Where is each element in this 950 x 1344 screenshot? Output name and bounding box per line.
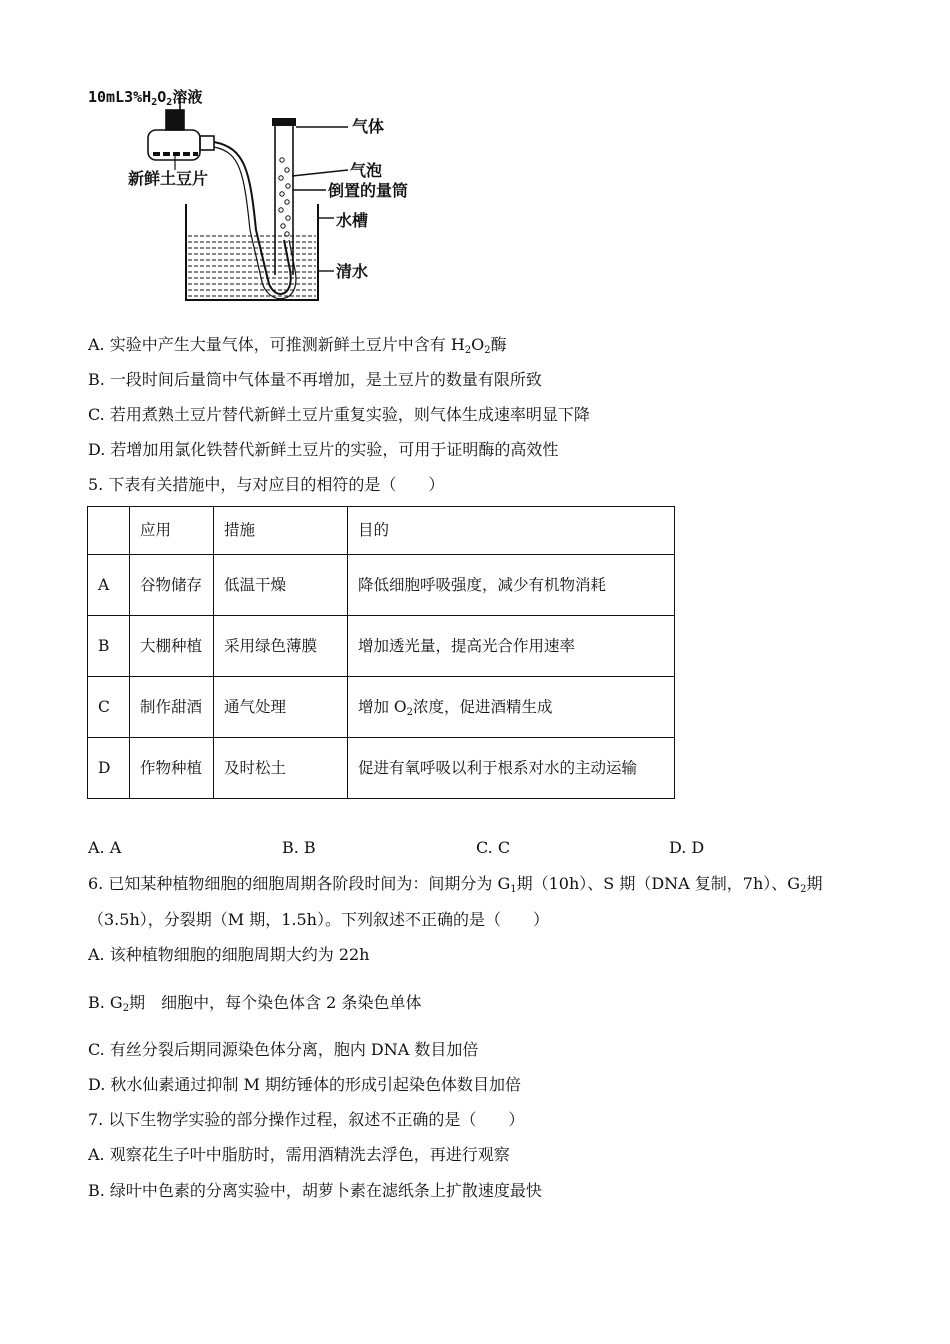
table-row (88, 555, 675, 616)
row-id: B (88, 616, 130, 677)
trough-label: 水槽 (336, 211, 369, 230)
q4-option-a: A. 实验中产生大量气体，可推测新鲜土豆片中含有 $H_2O_2$酶 (88, 335, 507, 356)
row-app: 作物种植 (130, 738, 214, 799)
row-measure: 通气处理 (214, 677, 348, 738)
table-header-row (88, 507, 675, 555)
cylinder-label: 倒置的量筒 (328, 181, 409, 200)
row-measure: 及时松土 (214, 738, 348, 799)
q5-stem: 5. 下表有关措施中，与对应目的相符的是（ ） (88, 475, 445, 494)
row-id: C (88, 677, 130, 738)
q6-option-a: A. 该种植物细胞的细胞周期大约为 22h (88, 945, 370, 964)
q6-option-d: D. 秋水仙素通过抑制 M 期纺锤体的形成引起染色体数目加倍 (88, 1075, 521, 1094)
row-app: 谷物储存 (130, 555, 214, 616)
table-header-cell (88, 507, 130, 555)
water-trough (186, 204, 318, 300)
q5-table (87, 506, 675, 799)
water-label: 清水 (336, 262, 369, 281)
q6-stem-line2: （3.5h），分裂期（M 期，1.5h）。下列叙述不正确的是（ ） (88, 910, 549, 929)
inverted-cylinder (272, 118, 296, 275)
q5-option-b: B. B (282, 838, 316, 857)
row-measure: 低温干燥 (214, 555, 348, 616)
row-app: 大棚种植 (130, 616, 214, 677)
q6-stem-line1: 6. 已知某种植物细胞的细胞周期各阶段时间为：间期分为 $G_1$期（10h）、S 期（DNA 复制，7h）、$G_2$期 (88, 874, 823, 895)
row-id: D (88, 738, 130, 799)
table-header-cell: 应用 (130, 507, 214, 555)
q7-option-a: A. 观察花生子叶中脂肪时，需用酒精洗去浮色，再进行观察 (88, 1145, 510, 1164)
row-purpose: 增加 $O_2$浓度，促进酒精生成 (348, 677, 675, 738)
bubble-label: 气泡 (350, 161, 383, 180)
gas-label: 气体 (352, 117, 385, 136)
row-purpose: 促进有氧呼吸以利于根系对水的主动运输 (348, 738, 675, 799)
q5-option-a: A. A (88, 838, 122, 857)
q6-option-c: C. 有丝分裂后期同源染色体分离，胞内 DNA 数目加倍 (88, 1040, 479, 1059)
table-row (88, 738, 675, 799)
q6-option-b: B. $G_2$期 细胞中，每个染色体含 2 条染色单体 (88, 993, 422, 1014)
row-measure: 采用绿色薄膜 (214, 616, 348, 677)
table-row (88, 677, 675, 738)
q4-option-c: C. 若用煮熟土豆片替代新鲜土豆片重复实验，则气体生成速率明显下降 (88, 405, 590, 424)
row-purpose: 增加透光量，提高光合作用速率 (348, 616, 675, 677)
solution-label: $10mL3\%H_2O_2$溶液 (88, 88, 203, 108)
q5-option-d: D. D (669, 838, 705, 857)
q5-option-c: C. C (476, 838, 511, 857)
q4-option-d: D. 若增加用氯化铁替代新鲜土豆片的实验，可用于证明酶的高效性 (88, 440, 559, 459)
row-id: A (88, 555, 130, 616)
row-app: 制作甜酒 (130, 677, 214, 738)
potato-label: 新鲜土豆片 (128, 169, 209, 188)
q7-stem: 7. 以下生物学实验的部分操作过程，叙述不正确的是（ ） (88, 1110, 525, 1129)
row-purpose: 降低细胞呼吸强度，减少有机物消耗 (348, 555, 675, 616)
q7-option-b: B. 绿叶中色素的分离实验中，胡萝卜素在滤纸条上扩散速度最快 (88, 1181, 542, 1200)
delivery-tube (214, 142, 291, 294)
table-header-cell: 目的 (348, 507, 675, 555)
potato-slices (153, 152, 198, 156)
q4-option-b: B. 一段时间后量筒中气体量不再增加，是土豆片的数量有限所致 (88, 370, 542, 389)
table-header-cell: 措施 (214, 507, 348, 555)
table-row (88, 616, 675, 677)
